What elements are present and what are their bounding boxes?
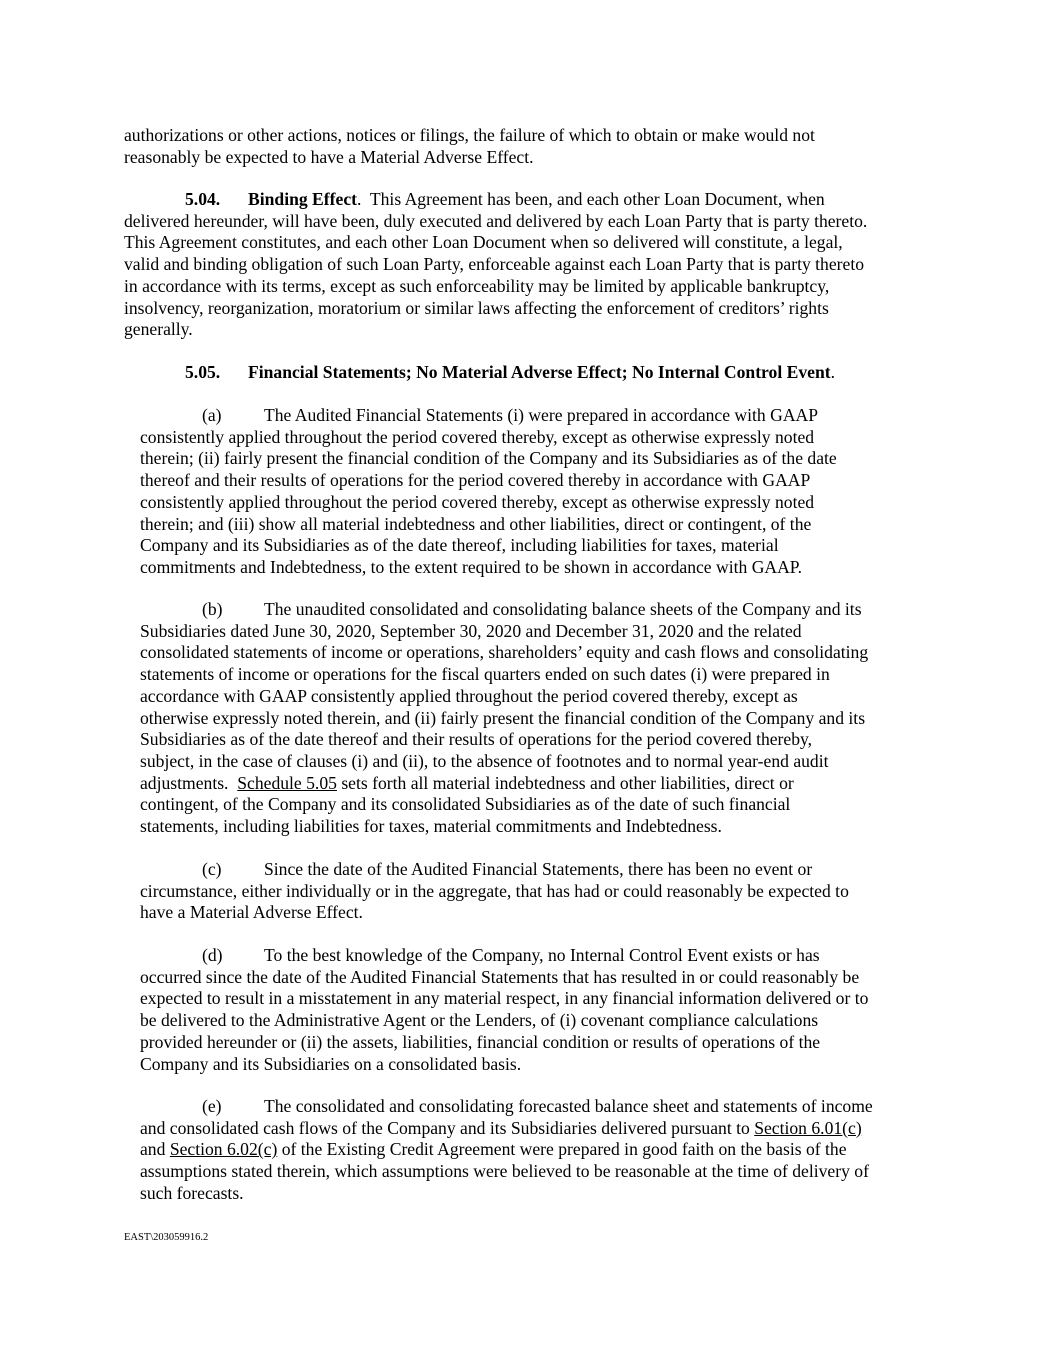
text-line: This Agreement has been, and each other Loan Document, when: [361, 189, 825, 209]
text-segment: of the Existing Credit Agreement were prepared in good faith on the basis of the: [277, 1139, 847, 1160]
section-heading-line: [124, 189, 867, 211]
clause-label: (e): [202, 1096, 222, 1116]
text-line: otherwise expressly noted therein, and (ii) fairly present the financial condition of the Company and its: [140, 707, 866, 728]
text-line: in accordance with its terms, except as such enforceability may be limited by applicable bankruptcy,: [124, 275, 830, 296]
text-segment: adjustments.: [140, 772, 238, 793]
section-number: 5.04.: [185, 189, 221, 209]
clause-d: [140, 945, 868, 1075]
section-number: 5.05.: [185, 362, 221, 382]
clause-label: (c): [202, 859, 222, 879]
text-line: contingent, of the Company and its consolidated Subsidiaries as of the date of such financial: [140, 794, 791, 815]
heading-punctuation: .: [830, 362, 836, 382]
section-title: Binding Effect: [248, 189, 357, 209]
section-5-05-heading: [124, 362, 835, 384]
text-line: The Audited Financial Statements (i) were prepared in accordance with GAAP: [264, 405, 819, 425]
clause-a: [140, 405, 837, 579]
text-line: statements, including liabilities for taxes, material commitments and Indebtedness.: [140, 816, 722, 837]
text-line: The unaudited consolidated and consolidating balance sheets of the Company and its: [264, 599, 862, 619]
text-line: Subsidiaries dated June 30, 2020, September 30, 2020 and December 31, 2020 and the related: [140, 620, 802, 641]
text-line: occurred since the date of the Audited Financial Statements that has resulted in or could reasonably be: [140, 966, 860, 987]
section-5-04: [124, 189, 867, 341]
heading-punctuation: .: [357, 189, 362, 209]
clause-e: [140, 1096, 873, 1205]
text-line: valid and binding obligation of such Loan Party, enforceable against each Loan Party that is party thereto: [124, 254, 865, 275]
text-segment: and: [140, 1139, 170, 1160]
text-line: The consolidated and consolidating forecasted balance sheet and statements of income: [264, 1096, 873, 1116]
text-line: have a Material Adverse Effect.: [140, 902, 363, 923]
clause-label: (d): [202, 945, 223, 965]
text-line: delivered hereunder, will have been, duly executed and delivered by each Loan Party that is party thereto.: [124, 210, 868, 231]
section-reference: Section 6.02(c): [169, 1139, 278, 1160]
text-line: circumstance, either individually or in the aggregate, that has had or could reasonably be expected to: [140, 880, 849, 901]
footer-document-id: EAST\203059916.2: [124, 1232, 209, 1243]
text-line: therein; (ii) fairly present the financial condition of the Company and its Subsidiaries as of the date: [140, 448, 837, 469]
schedule-reference: Schedule 5.05: [237, 772, 337, 793]
text-line: To the best knowledge of the Company, no Internal Control Event exists or has: [264, 945, 820, 965]
section-reference: Section 6.01(c): [754, 1117, 862, 1138]
text-line: thereof and their results of operations for the period covered thereby in accordance with GAAP: [140, 470, 811, 491]
text-line: [140, 773, 868, 795]
clause-c: [140, 859, 849, 924]
text-line: insolvency, reorganization, moratorium or similar laws affecting the enforcement of creditors’ rights: [124, 297, 829, 318]
section-title: Financial Statements; No Material Adverse Effect; No Internal Control Event: [248, 362, 831, 382]
text-line: reasonably be expected to have a Material Adverse Effect.: [124, 146, 534, 167]
text-line: consistently applied throughout the period covered thereby, except as otherwise expressly noted: [140, 426, 815, 447]
text-line: be delivered to the Administrative Agent or the Lenders, of (i) covenant compliance calculations: [140, 1010, 819, 1031]
text-line: authorizations or other actions, notices or filings, the failure of which to obtain or make would not: [124, 125, 815, 145]
text-line: [140, 1139, 873, 1161]
text-line: generally.: [124, 319, 193, 340]
text-line: Since the date of the Audited Financial Statements, there has been no event or: [264, 859, 813, 879]
intro-paragraph: [124, 125, 815, 168]
text-line: consolidated statements of income or operations, shareholders’ equity and cash flows and consolidating: [140, 642, 869, 663]
text-line: therein; and (iii) show all material indebtedness and other liabilities, direct or contingent, of the: [140, 513, 812, 534]
clause-b: [140, 599, 868, 838]
text-segment: and consolidated cash flows of the Company and its Subsidiaries delivered pursuant to: [140, 1117, 755, 1138]
text-line: [140, 1118, 873, 1140]
text-line: Company and its Subsidiaries as of the date thereof, including liabilities for taxes, material: [140, 535, 779, 556]
text-line: subject, in the case of clauses (i) and (ii), to the absence of footnotes and to normal year-end audit: [140, 750, 829, 771]
text-line: assumptions stated therein, which assumptions were believed to be reasonable at the time of delivery of: [140, 1161, 869, 1182]
text-line: such forecasts.: [140, 1182, 244, 1203]
text-segment: sets forth all material indebtedness and other liabilities, direct or: [336, 772, 794, 793]
clause-label: (a): [202, 405, 222, 425]
text-line: statements of income or operations for the fiscal quarters ended on such dates (i) were prepared in: [140, 664, 830, 685]
text-line: expected to result in a misstatement in any material respect, in any financial information delivered or to: [140, 988, 869, 1009]
text-line: consistently applied throughout the period covered thereby, except as otherwise expressly noted: [140, 491, 815, 512]
text-line: provided hereunder or (ii) the assets, liabilities, financial condition or results of operations of the: [140, 1031, 821, 1052]
text-line: This Agreement constitutes, and each other Loan Document when so delivered will constitute, a legal,: [124, 232, 843, 253]
text-line: accordance with GAAP consistently applied throughout the period covered thereby, except as: [140, 685, 798, 706]
text-line: commitments and Indebtedness, to the extent required to be shown in accordance with GAAP.: [140, 556, 803, 577]
clause-label: (b): [202, 599, 223, 619]
text-line: Subsidiaries as of the date thereof and their results of operations for the period covered thereby,: [140, 729, 813, 750]
text-line: Company and its Subsidiaries on a consolidated basis.: [140, 1053, 522, 1074]
